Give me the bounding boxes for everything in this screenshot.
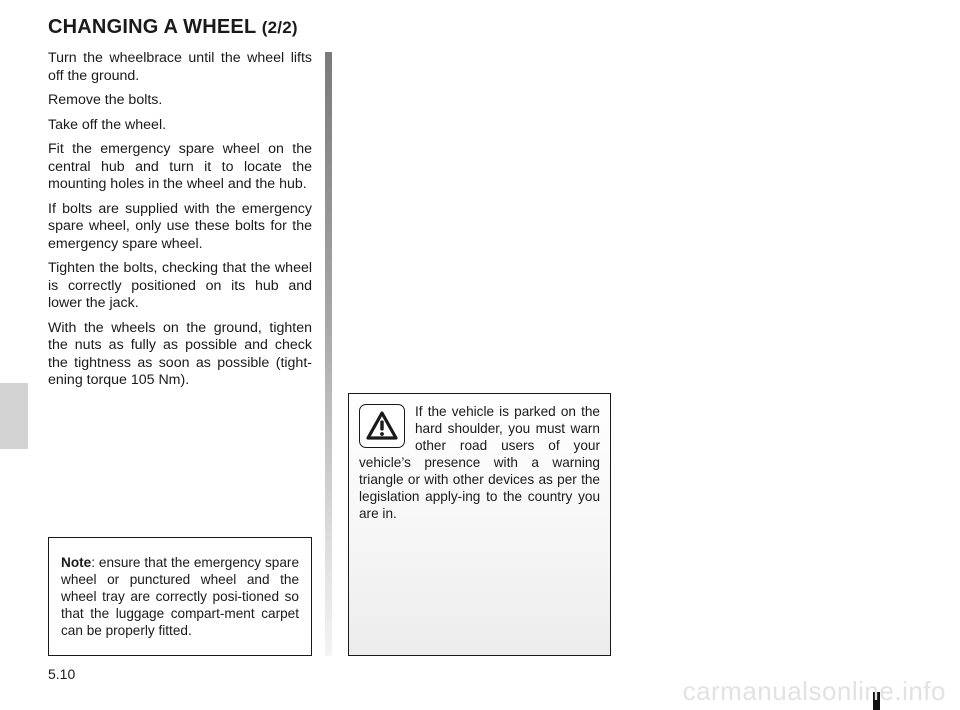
instruction-column (48, 50, 312, 397)
instruction-paragraph: With the wheels on the ground, tighten the nuts as fully as possible and check the tightness as soon as possible (tight-ening torque 105 Nm). (48, 319, 312, 388)
page-number: 5.10 (48, 666, 76, 682)
warning-triangle-icon (359, 404, 405, 448)
instruction-paragraph: If bolts are supplied with the emergency spare wheel, only use these bolts for the emergency spare wheel. (48, 200, 312, 252)
instruction-paragraph: Fit the emergency spare wheel on the central hub and turn it to locate the mounting holes in the wheel and the hub. (48, 141, 312, 192)
instruction-paragraph: Take off the wheel. (48, 116, 167, 133)
chapter-side-tab (0, 383, 28, 449)
warning-triangle-svg (365, 410, 399, 442)
instruction-paragraph: Remove the bolts. (48, 92, 163, 108)
page-title-text: CHANGING A WHEEL (48, 16, 257, 38)
watermark: carmanualsonline.info (682, 676, 946, 706)
note-label: Note (61, 555, 92, 570)
page-title (48, 16, 298, 39)
note-box (48, 537, 312, 656)
column-divider (325, 52, 332, 656)
note-text: : ensure that the emergency spare wheel or punctured wheel and the wheel tray are correctly posi-tioned so that the luggage compart-ment carpet can be properly fitted. (61, 555, 299, 638)
page-part-indicator: (2/2) (261, 18, 298, 37)
warning-box (348, 393, 611, 656)
warning-text: If the vehicle is parked on the hard shoulder, you must warn other road users of your vehicle’s presence with a warning triangle or with other devices as per the legislation apply-ing to the country you are in. (359, 404, 600, 521)
instruction-paragraph: Turn the wheelbrace until the wheel lifts off the ground. (48, 50, 312, 84)
instruction-paragraph: Tighten the bolts, checking that the wheel is correctly positioned on its hub and lower the jack. (48, 260, 312, 311)
